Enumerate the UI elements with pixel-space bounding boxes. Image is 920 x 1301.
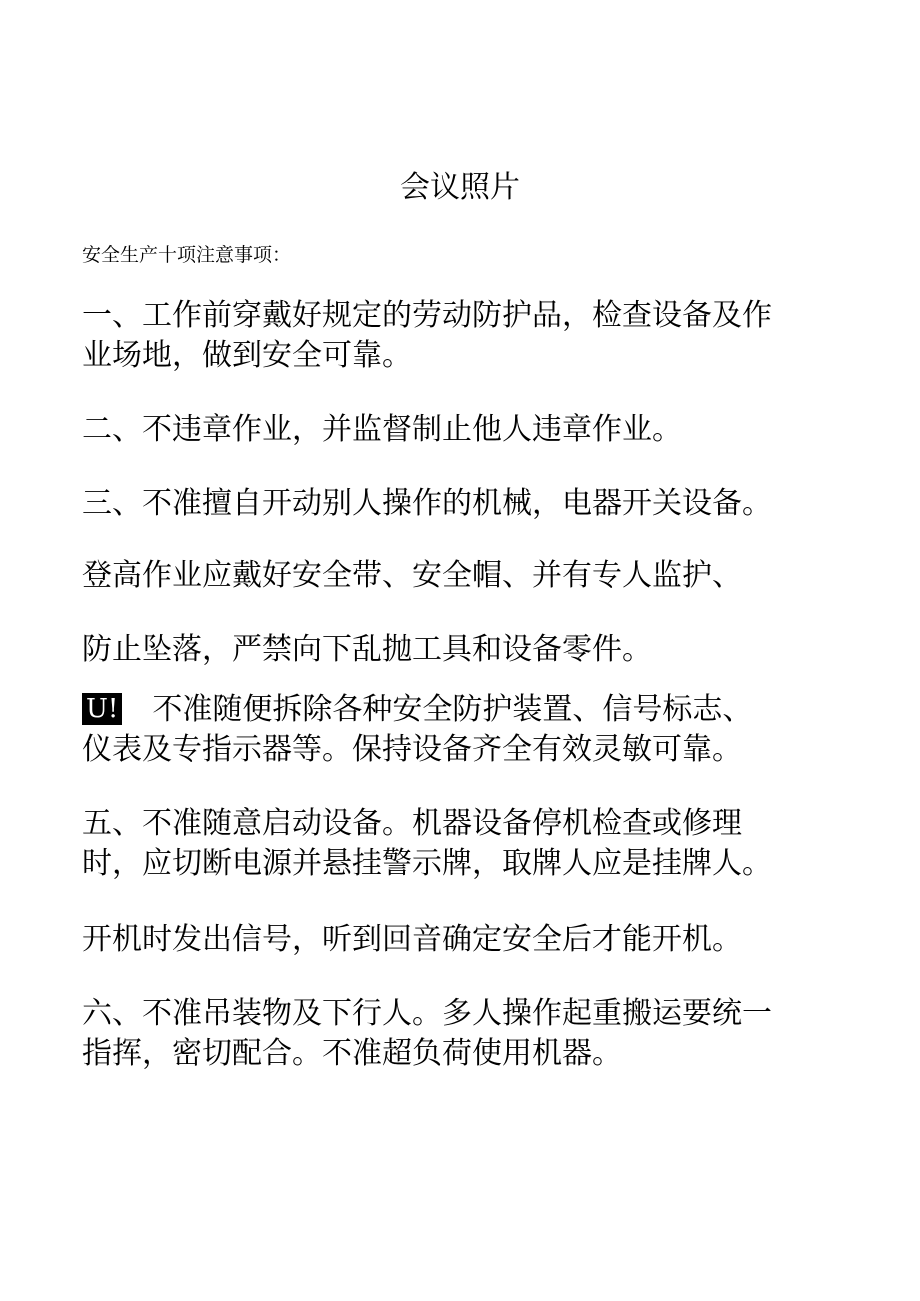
paragraph-line: 二、不违章作业，并监督制止他人违章作业。 — [82, 412, 682, 447]
paragraph-line: 防止坠落，严禁向下乱抛工具和设备零件。 — [82, 632, 652, 667]
paragraph-line: 时，应切断电源并悬挂警示牌，取牌人应是挂牌人。 — [82, 846, 772, 881]
paragraph-5 — [82, 630, 842, 670]
paragraph-line: 登高作业应戴好安全带、安全帽、并有专人监护、 — [82, 558, 742, 593]
paragraph-line: 开机时发出信号，听到回音确定安全后才能开机。 — [82, 922, 742, 957]
paragraph-line: 指挥，密切配合。不准超负荷使用机器。 — [82, 1036, 622, 1071]
paragraph-line: 三、不准擅自开动别人操作的机械，电器开关设备。 — [82, 486, 772, 521]
paragraph-9 — [82, 994, 842, 1074]
page-title: 会议照片 — [400, 170, 520, 205]
paragraph-1 — [82, 296, 842, 376]
paragraph-line: 五、不准随意启动设备。机器设备停机检查或修理 — [82, 806, 742, 841]
paragraph-3 — [82, 484, 842, 524]
paragraph-line: 六、不准吊装物及下行人。多人操作起重搬运要统一 — [82, 996, 772, 1031]
paragraph-line: 一、工作前穿戴好规定的劳动防护品，检查设备及作 — [82, 298, 772, 333]
paragraph-4 — [82, 556, 842, 596]
paragraph-line-with-badge — [82, 690, 842, 730]
paragraph-6 — [82, 690, 842, 770]
paragraph-2 — [82, 410, 842, 450]
marker-badge: U! — [82, 693, 122, 725]
document-subtitle: 安全生产十项注意事项： — [82, 244, 292, 266]
paragraph-line: 业场地，做到安全可靠。 — [82, 338, 412, 373]
paragraph-line: 仪表及专指示器等。保持设备齐全有效灵敏可靠。 — [82, 732, 742, 767]
paragraph-8 — [82, 920, 842, 960]
paragraph-line-text: 不准随便拆除各种安全防护装置、信号标志、 — [152, 692, 753, 727]
paragraph-7 — [82, 804, 842, 884]
